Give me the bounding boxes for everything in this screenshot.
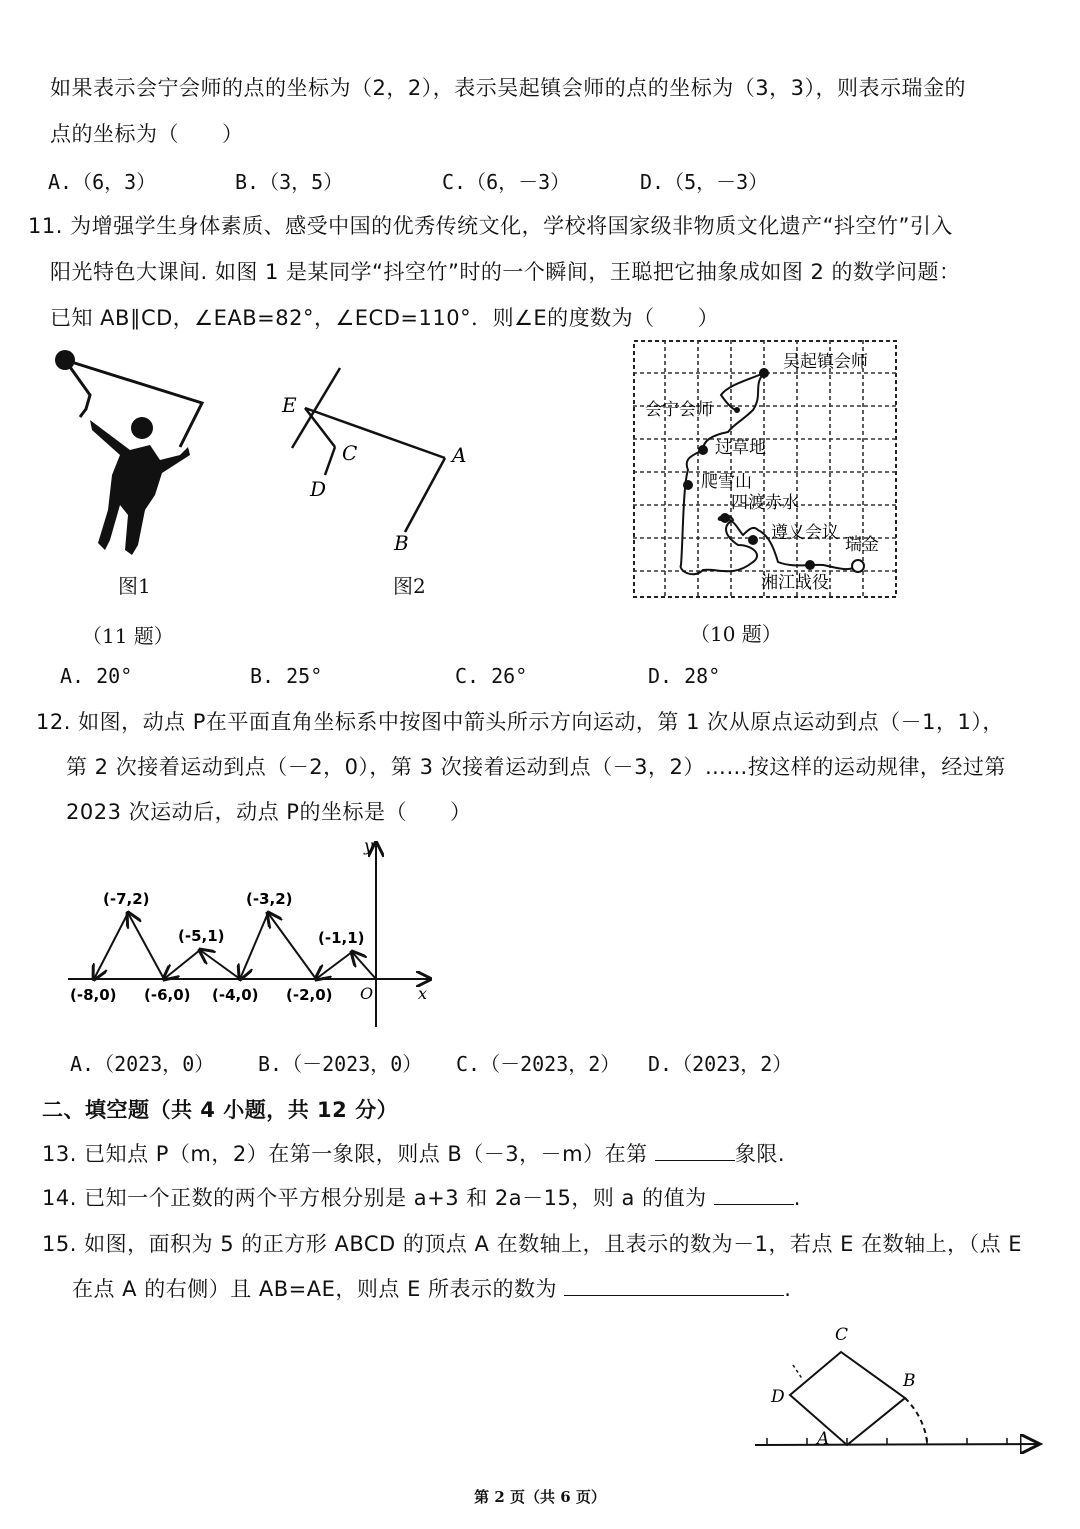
q11-label-e: E <box>282 393 297 417</box>
q12-label-origin: O <box>360 984 374 1003</box>
q15-text-line1: 15. 如图，面积为 5 的正方形 ABCD 的顶点 A 在数轴上，且表示的数为－1，若点 E 在数轴上，（点 E <box>42 1232 1023 1256</box>
q15-text-line2 <box>72 1273 791 1303</box>
q12-label-x-axis: x <box>418 984 428 1003</box>
q10-option-a[interactable]: A.（6，3） <box>48 170 157 194</box>
q15-square-numberline <box>745 1320 1055 1460</box>
q11-label-a: A <box>452 443 467 467</box>
q10-long-march-map <box>633 340 898 600</box>
q11-option-c[interactable]: C. 26° <box>455 664 528 688</box>
q10-text-line2: 点的坐标为（ ） <box>50 122 244 146</box>
q11-figure2-caption: 图2 <box>393 574 426 598</box>
q13-answer-blank[interactable] <box>655 1159 735 1161</box>
q15-text-after: . <box>784 1277 792 1301</box>
q12-option-c[interactable]: C.（－2023，2） <box>456 1052 621 1076</box>
q11-figure2-diagram <box>280 360 480 560</box>
q12-label-y-axis: y <box>364 836 374 855</box>
q15-label-b: B <box>903 1371 916 1391</box>
map-label-xueshan: 爬雪山 <box>701 472 752 492</box>
q12-coordinate-graph <box>60 835 440 1035</box>
map-label-chishui: 四渡赤水 <box>731 493 799 513</box>
q12-option-b[interactable]: B.（－2023，0） <box>258 1052 423 1076</box>
q12-label-m7-2: (-7,2) <box>103 890 150 908</box>
q11-text-line1: 11. 为增强学生身体素质、感受中国的优秀传统文化，学校将国家级非物质文化遗产“抖空竹”引入 <box>28 214 953 238</box>
q11-option-d[interactable]: D. 28° <box>648 664 721 688</box>
q11-text-line2: 阳光特色大课间. 如图 1 是某同学“抖空竹”时的一个瞬间，王聪把它抽象成如图 2 的数学问题： <box>50 260 961 284</box>
q12-label-m1-1: (-1,1) <box>318 929 365 947</box>
q11-label-d: D <box>310 477 327 501</box>
q12-label-m6-0: (-6,0) <box>144 986 191 1004</box>
map-label-wuqi: 吴起镇会师 <box>783 352 868 372</box>
q15-label-c: C <box>835 1325 849 1345</box>
q12-option-d[interactable]: D.（2023，2） <box>648 1052 793 1076</box>
q10-option-c[interactable]: C.（6，－3） <box>442 170 571 194</box>
q12-text-line2: 第 2 次接着运动到点（－2，0），第 3 次接着运动到点（－3，2）……按这样的运动规律，经过第 <box>66 755 1006 779</box>
q14-answer-blank[interactable] <box>714 1203 794 1205</box>
q12-label-m3-2: (-3,2) <box>246 890 293 908</box>
q14-text <box>42 1182 801 1212</box>
q12-label-m8-0: (-8,0) <box>70 986 117 1004</box>
q12-label-m2-0: (-2,0) <box>286 986 333 1004</box>
q13-text <box>42 1138 785 1168</box>
q11-figure1-caption: 图1 <box>118 574 151 598</box>
q15-label-a: A <box>817 1429 830 1449</box>
q10-text-line1: 如果表示会宁会师的点的坐标为（2，2），表示吴起镇会师的点的坐标为（3，3），则表示瑞金的 <box>50 76 966 100</box>
q11-label-b: B <box>394 531 409 555</box>
q12-label-m5-1: (-5,1) <box>178 927 225 945</box>
q15-label-d: D <box>771 1387 785 1407</box>
section2-heading: 二、填空题（共 4 小题，共 12 分） <box>42 1098 399 1122</box>
q10-option-d[interactable]: D.（5，－3） <box>640 170 769 194</box>
q13-text-after: 象限. <box>734 1142 786 1166</box>
q12-label-m4-0: (-4,0) <box>212 986 259 1004</box>
map-label-huining: 会宁会师 <box>645 400 713 420</box>
q12-text-line1: 12. 如图，动点 P在平面直角坐标系中按图中箭头所示方向运动，第 1 次从原点运动到点（－1，1）， <box>36 710 1004 734</box>
q11-text-line3: 已知 AB∥CD，∠EAB=82°，∠ECD=110°．则∠E的度数为（ ） <box>50 306 720 330</box>
q10-option-b[interactable]: B.（3，5） <box>235 170 344 194</box>
map-label-xiangjiang: 湘江战役 <box>761 573 829 593</box>
page-footer: 第 2 页（共 6 页） <box>474 1488 606 1506</box>
q15-answer-blank[interactable] <box>564 1294 784 1296</box>
q12-option-a[interactable]: A.（2023，0） <box>70 1052 215 1076</box>
q11-figure1-silhouette <box>50 345 220 565</box>
q12-text-line3: 2023 次运动后，动点 P的坐标是（ ） <box>66 800 472 824</box>
q11-option-a[interactable]: A. 20° <box>60 664 133 688</box>
q14-text-before: 14. 已知一个正数的两个平方根分别是 a+3 和 2a－15，则 a 的值为 <box>42 1186 707 1210</box>
map-label-caodi: 过草地 <box>715 438 766 458</box>
q11-label-c: C <box>342 441 358 465</box>
q11-caption: （11 题） <box>82 624 174 648</box>
map-label-ruijin: 瑞金 <box>845 535 879 555</box>
q15-text-before: 在点 A 的右侧）且 AB=AE，则点 E 所表示的数为 <box>72 1277 558 1301</box>
map-label-zunyi: 遵义会议 <box>771 523 839 543</box>
q10-caption: （10 题） <box>690 622 782 646</box>
q11-option-b[interactable]: B. 25° <box>250 664 323 688</box>
q14-text-after: . <box>793 1186 801 1210</box>
q13-text-before: 13. 已知点 P（m，2）在第一象限，则点 B（－3，－m）在第 <box>42 1142 648 1166</box>
